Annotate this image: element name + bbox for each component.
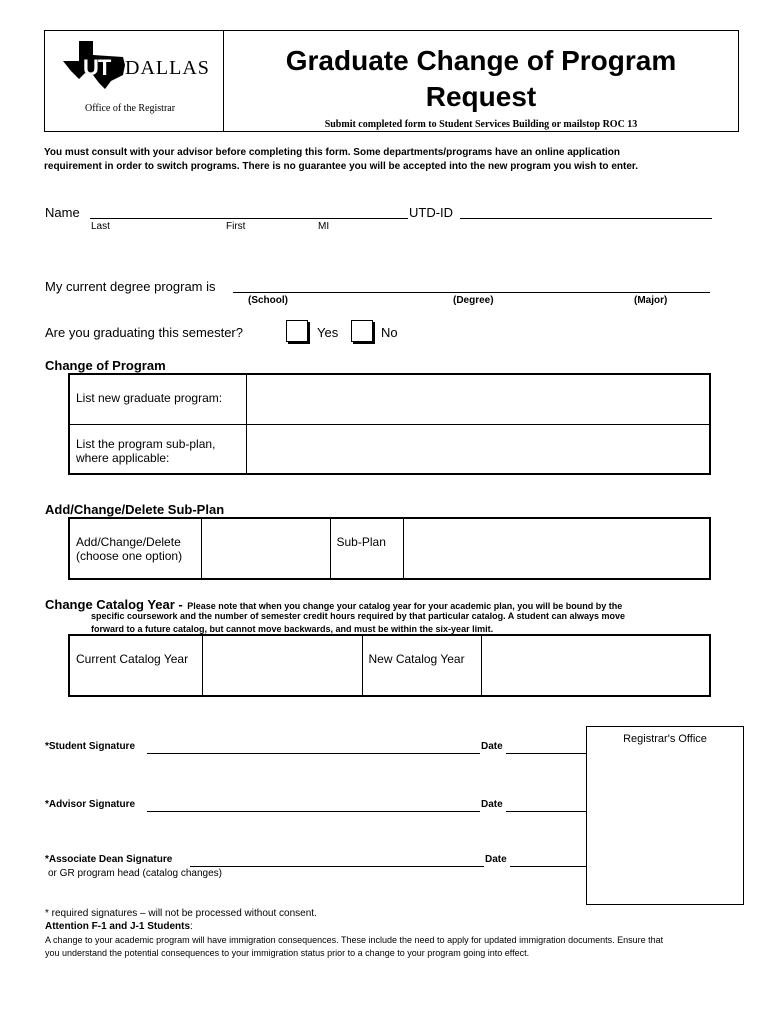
advisor-signature-label: *Advisor Signature <box>45 799 136 810</box>
subplan-name-label: Sub-Plan <box>330 518 403 579</box>
degree-input-line[interactable] <box>233 292 710 293</box>
action-input[interactable] <box>201 518 330 579</box>
action-label-line-2: (choose one option) <box>76 549 183 563</box>
attention-colon: : <box>190 921 193 932</box>
new-catalog-input[interactable] <box>481 635 710 696</box>
title-line-2: Request <box>425 81 537 112</box>
student-date-label: Date <box>481 741 503 752</box>
page-title <box>225 43 737 115</box>
attention-body <box>45 934 745 960</box>
new-catalog-label: New Catalog Year <box>362 635 481 696</box>
student-signature-label: *Student Signature <box>45 741 136 752</box>
registrar-office-box <box>586 726 744 905</box>
dean-signature-sub: or GR program head (catalog changes) <box>48 868 222 879</box>
current-catalog-input[interactable] <box>202 635 362 696</box>
subplan-input[interactable] <box>246 424 710 474</box>
utd-id-label: UTD-ID <box>409 205 454 220</box>
dean-date-line[interactable] <box>510 866 586 867</box>
required-note: * required signatures – will not be processed without consent. <box>45 908 317 919</box>
attention-line-2: you understand the potential consequences to your immigration status prior to a change to your program going into effect. <box>45 948 530 958</box>
yes-label: Yes <box>317 325 339 340</box>
header-box <box>44 30 739 132</box>
yes-checkbox[interactable] <box>286 320 308 342</box>
utd-id-input-line[interactable] <box>460 218 712 219</box>
major-caption: (Major) <box>634 295 668 306</box>
attention-heading <box>45 921 193 932</box>
office-label: Office of the Registrar <box>85 103 176 114</box>
name-label: Name <box>45 205 80 220</box>
degree-caption: (Degree) <box>453 295 494 306</box>
header-divider <box>223 31 224 131</box>
catalog-table <box>68 634 711 697</box>
catalog-note-1: Please note that when you change your catalog year for your academic plan, you will be bound by the <box>187 601 623 611</box>
dean-signature-line[interactable] <box>190 866 484 867</box>
degree-label: My current degree program is <box>45 279 216 294</box>
advisor-date-label: Date <box>481 799 503 810</box>
change-program-heading: Change of Program <box>45 358 166 373</box>
logo-ut-text: UT <box>83 55 111 80</box>
no-checkbox[interactable] <box>351 320 373 342</box>
subplan-table <box>68 517 711 580</box>
new-program-input[interactable] <box>246 374 710 424</box>
no-label: No <box>381 325 398 340</box>
change-program-table <box>68 373 711 475</box>
utd-logo <box>61 39 221 91</box>
catalog-note-3: forward to a future catalog, but cannot move backwards, and must be within the six-year limit. <box>91 624 494 634</box>
action-label-line-1: Add/Change/Delete <box>76 535 181 549</box>
catalog-note-cont <box>91 610 731 636</box>
subplan-name-input[interactable] <box>403 518 710 579</box>
intro-line-2: requirement in order to switch programs. There is no guarantee you will be accepted into the new program you wish to enter. <box>44 161 638 172</box>
last-name-caption: Last <box>91 221 110 232</box>
attention-label: Attention F-1 and J-1 Students <box>45 921 190 932</box>
dean-date-label: Date <box>485 854 507 865</box>
first-name-caption: First <box>226 221 246 232</box>
title-line-1: Graduate Change of Program <box>285 45 677 76</box>
intro-line-1: You must consult with your advisor before completing this form. Some departments/programs have an online application <box>44 147 621 158</box>
logo-dallas-text: DALLAS <box>125 57 210 79</box>
dean-signature-label: *Associate Dean Signature <box>45 854 173 865</box>
new-program-label: List new graduate program: <box>69 374 246 424</box>
student-signature-line[interactable] <box>147 753 480 754</box>
catalog-note-2: specific coursework and the number of semester credit hours required by that particular catalog. A student can always move <box>91 611 625 621</box>
mi-caption: MI <box>318 221 330 232</box>
name-input-line[interactable] <box>90 218 408 219</box>
catalog-heading: Change Catalog Year - <box>45 597 183 612</box>
graduating-question: Are you graduating this semester? <box>45 325 243 340</box>
subplan-label-line-1: List the program sub-plan, <box>76 436 216 451</box>
subplan-label-line-2: where applicable: <box>76 450 170 465</box>
advisor-date-line[interactable] <box>506 811 586 812</box>
school-caption: (School) <box>248 295 288 306</box>
advisor-signature-line[interactable] <box>147 811 480 812</box>
subplan-label <box>69 424 246 474</box>
intro-text <box>44 146 734 174</box>
action-label <box>69 518 201 579</box>
subplan-heading: Add/Change/Delete Sub-Plan <box>45 502 225 517</box>
current-catalog-label: Current Catalog Year <box>69 635 202 696</box>
student-date-line[interactable] <box>506 753 586 754</box>
attention-line-1: A change to your academic program will have immigration consequences. These include the need to apply for updated immigration documents. Ensure that <box>45 935 664 945</box>
submit-note: Submit completed form to Student Services Building or mailstop ROC 13 <box>324 119 638 130</box>
registrar-office-label: Registrar's Office <box>623 733 707 745</box>
